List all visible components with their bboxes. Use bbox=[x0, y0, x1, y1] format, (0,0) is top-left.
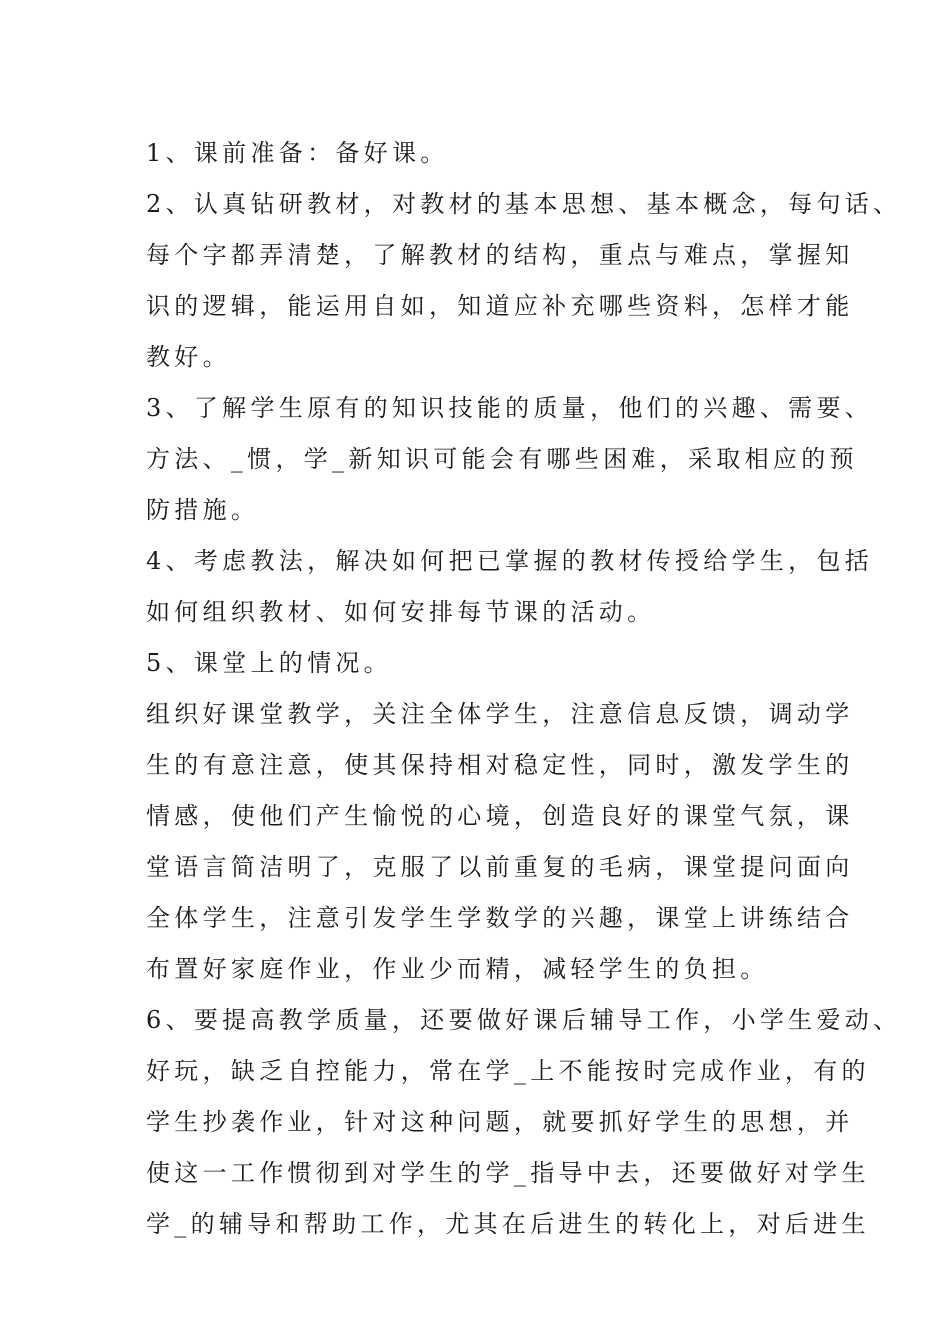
text-line: 全体学生，注意引发学生学数学的兴趣，课堂上讲练结合 bbox=[146, 904, 854, 932]
text-line: 学生抄袭作业，针对这种问题，就要抓好学生的思想，并 bbox=[146, 1108, 854, 1136]
text-line: 生的有意注意，使其保持相对稳定性，同时，激发学生的 bbox=[146, 751, 854, 779]
document-body bbox=[146, 128, 902, 1250]
text-line: 每个字都弄清楚，了解教材的结构，重点与难点，掌握知 bbox=[146, 241, 854, 269]
text-line: 方法、_惯，学_新知识可能会有哪些困难，采取相应的预 bbox=[146, 445, 858, 473]
text-line: 布置好家庭作业，作业少而精，减轻学生的负担。 bbox=[146, 955, 769, 983]
text-line: 防措施。 bbox=[146, 496, 260, 524]
text-line: 3、了解学生原有的知识技能的质量，他们的兴趣、需要、 bbox=[146, 394, 874, 422]
text-line: 组织好课堂教学，关注全体学生，注意信息反馈，调动学 bbox=[146, 700, 854, 728]
text-line: 好玩，缺乏自控能力，常在学_上不能按时完成作业，有的 bbox=[146, 1057, 870, 1085]
text-line: 6、要提高教学质量，还要做好课后辅导工作，小学生爱动、 bbox=[146, 1006, 902, 1034]
text-line: 识的逻辑，能运用自如，知道应补充哪些资料，怎样才能 bbox=[146, 292, 854, 320]
text-line: 教好。 bbox=[146, 343, 231, 371]
text-line: 情感，使他们产生愉悦的心境，创造良好的课堂气氛，课 bbox=[146, 802, 854, 830]
text-line: 4、考虑教法，解决如何把已掌握的教材传授给学生，包括 bbox=[146, 547, 874, 575]
text-line: 堂语言简洁明了，克服了以前重复的毛病，课堂提问面向 bbox=[146, 853, 854, 881]
text-line: 学_的辅导和帮助工作，尤其在后进生的转化上，对后进生 bbox=[146, 1210, 870, 1238]
text-line: 1、课前准备：备好课。 bbox=[146, 139, 449, 167]
text-line: 2、认真钻研教材，对教材的基本思想、基本概念，每句话、 bbox=[146, 190, 902, 218]
text-line: 如何组织教材、如何安排每节课的活动。 bbox=[146, 598, 656, 626]
text-line: 5、课堂上的情况。 bbox=[146, 649, 392, 677]
text-line: 使这一工作惯彻到对学生的学_指导中去，还要做好对学生 bbox=[146, 1159, 870, 1187]
